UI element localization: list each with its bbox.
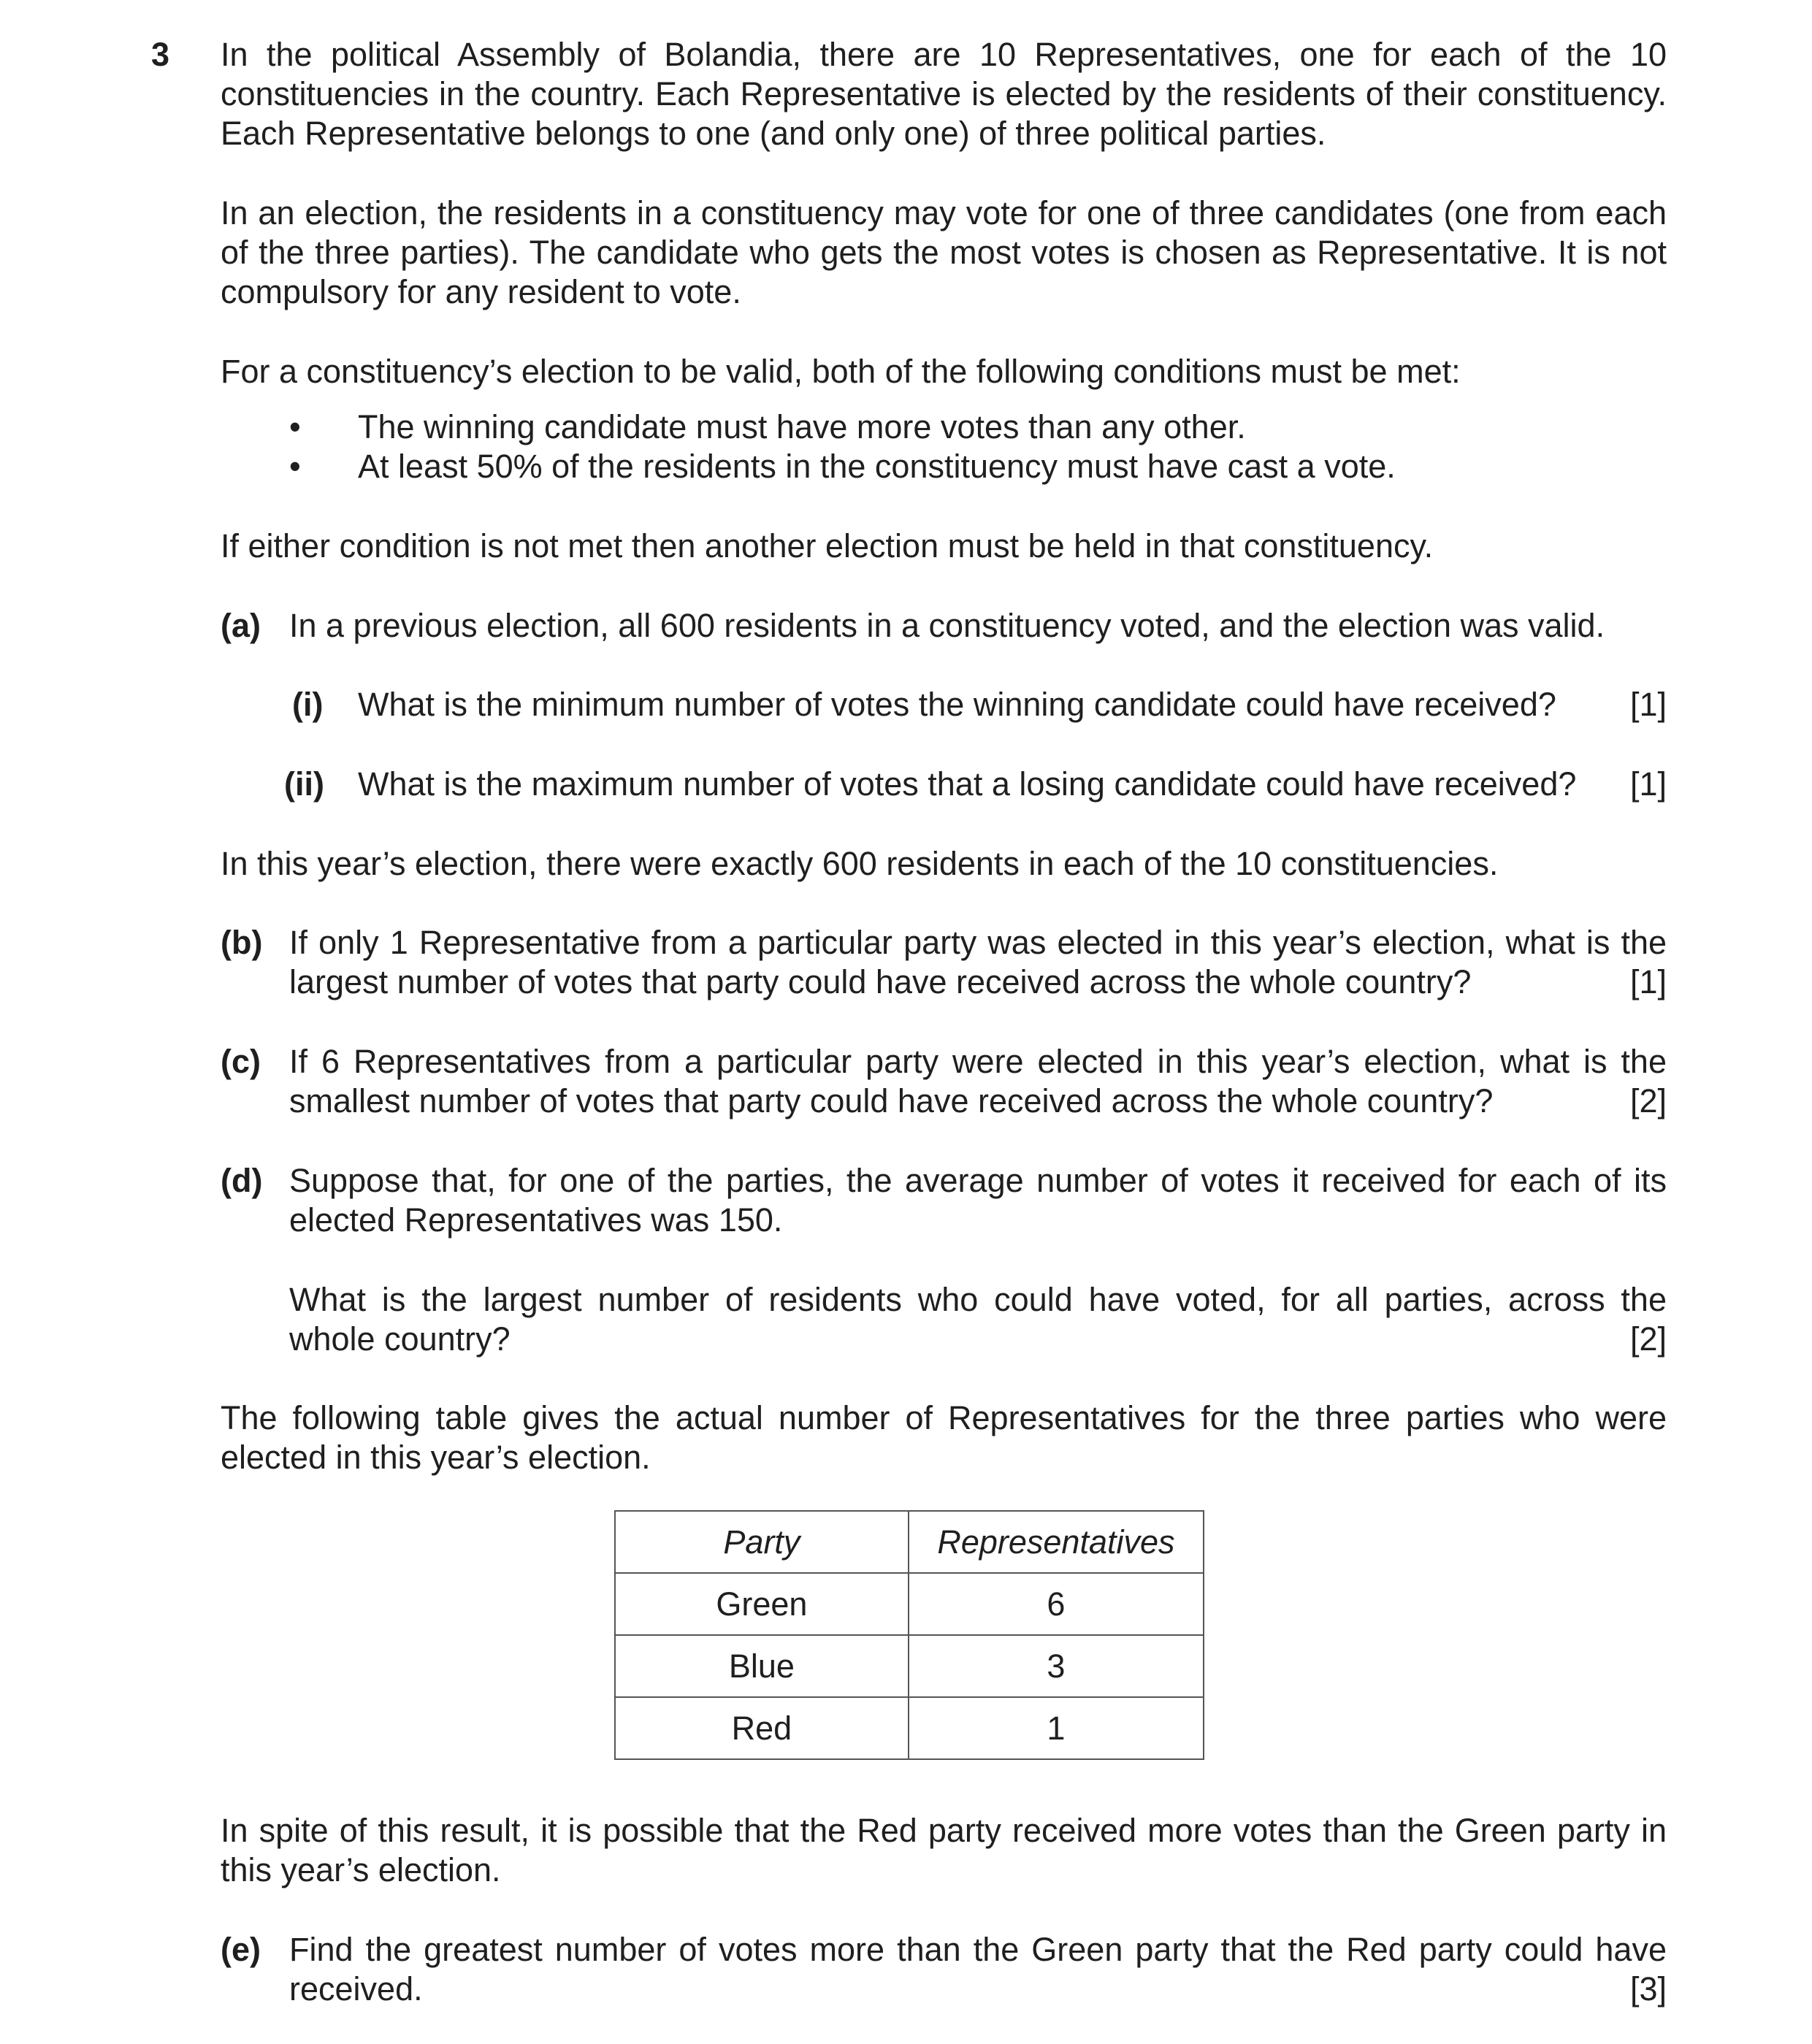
part-a-ii-mark: [1] bbox=[1629, 765, 1667, 803]
representatives-table bbox=[614, 1510, 1204, 1760]
table-header-row bbox=[615, 1511, 1204, 1573]
part-e-line-2: received. bbox=[289, 1970, 423, 2007]
part-b-label: (b) bbox=[221, 924, 263, 961]
part-d-line-1: Suppose that, for one of the parties, the average number of votes it received for each of its bbox=[289, 1162, 1667, 1199]
part-a-label: (a) bbox=[221, 607, 261, 644]
part-b-mark: [1] bbox=[1629, 963, 1667, 1000]
table-row bbox=[615, 1573, 1204, 1635]
part-e-label: (e) bbox=[221, 1931, 261, 1968]
condition-fail-text: If either condition is not met then another election must be held in that constituency. bbox=[221, 527, 1434, 564]
part-d-line-3: What is the largest number of residents who could have voted, for all parties, across the bbox=[289, 1281, 1667, 1318]
part-a-text: In a previous election, all 600 residents in a constituency voted, and the election was valid. bbox=[289, 607, 1605, 644]
count-cell: 1 bbox=[909, 1697, 1204, 1759]
party-cell: Blue bbox=[615, 1635, 909, 1697]
part-e-mark: [3] bbox=[1629, 1970, 1667, 2007]
part-c-mark: [2] bbox=[1629, 1082, 1667, 1119]
count-cell: 3 bbox=[909, 1635, 1204, 1697]
intro-line-2: constituencies in the country. Each Representative is elected by the residents of their constituency. bbox=[221, 75, 1667, 112]
party-cell: Red bbox=[615, 1697, 909, 1759]
intro2-line-2: of the three parties). The candidate who gets the most votes is chosen as Representative. It is not bbox=[221, 234, 1667, 271]
part-a-i-label: (i) bbox=[292, 686, 324, 723]
part-a-ii-text: What is the maximum number of votes that a losing candidate could have received? bbox=[358, 765, 1577, 803]
question-number: 3 bbox=[151, 36, 170, 73]
part-b-line-1: If only 1 Representative from a particular party was elected in this year’s election, what is the bbox=[289, 924, 1667, 961]
table-intro-line-2: elected in this year’s election. bbox=[221, 1439, 651, 1476]
part-d-mark: [2] bbox=[1629, 1320, 1667, 1358]
party-cell: Green bbox=[615, 1573, 909, 1635]
part-a-ii-label: (ii) bbox=[284, 765, 324, 803]
spite-line-1: In spite of this result, it is possible that the Red party received more votes than the Green party in bbox=[221, 1812, 1667, 1849]
intro2-line-1: In an election, the residents in a constituency may vote for one of three candidates (one from each bbox=[221, 194, 1667, 231]
bullet-marker: • bbox=[289, 408, 301, 445]
spite-line-2: this year’s election. bbox=[221, 1851, 501, 1888]
part-d-line-4: whole country? bbox=[289, 1320, 511, 1358]
header-representatives: Representatives bbox=[909, 1511, 1204, 1573]
header-party: Party bbox=[615, 1511, 909, 1573]
part-a-i-mark: [1] bbox=[1629, 686, 1667, 723]
table-intro-line-1: The following table gives the actual number of Representatives for the three parties who were bbox=[221, 1399, 1667, 1436]
count-cell: 6 bbox=[909, 1573, 1204, 1635]
part-e-line-1: Find the greatest number of votes more than the Green party that the Red party could have bbox=[289, 1931, 1667, 1968]
bullet-marker: • bbox=[289, 448, 301, 485]
part-c-line-2: smallest number of votes that party could have received across the whole country? bbox=[289, 1082, 1494, 1119]
intro2-line-3: compulsory for any resident to vote. bbox=[221, 273, 741, 310]
part-c-label: (c) bbox=[221, 1043, 261, 1080]
conditions-lead: For a constituency’s election to be valid, both of the following conditions must be met: bbox=[221, 353, 1461, 390]
part-c-line-1: If 6 Representatives from a particular party were elected in this year’s election, what is the bbox=[289, 1043, 1667, 1080]
part-d-line-2: elected Representatives was 150. bbox=[289, 1201, 783, 1239]
table-row bbox=[615, 1635, 1204, 1697]
this-year-text: In this year’s election, there were exactly 600 residents in each of the 10 constituencies. bbox=[221, 845, 1499, 882]
part-a-i-text: What is the minimum number of votes the winning candidate could have received? bbox=[358, 686, 1556, 723]
intro-line-1: In the political Assembly of Bolandia, there are 10 Representatives, one for each of the 10 bbox=[221, 36, 1667, 73]
part-d-label: (d) bbox=[221, 1162, 263, 1199]
condition-2: At least 50% of the residents in the constituency must have cast a vote. bbox=[358, 448, 1396, 485]
part-b-line-2: largest number of votes that party could have received across the whole country? bbox=[289, 963, 1472, 1000]
intro-line-3: Each Representative belongs to one (and only one) of three political parties. bbox=[221, 115, 1326, 152]
condition-1: The winning candidate must have more votes than any other. bbox=[358, 408, 1246, 445]
table-row bbox=[615, 1697, 1204, 1759]
